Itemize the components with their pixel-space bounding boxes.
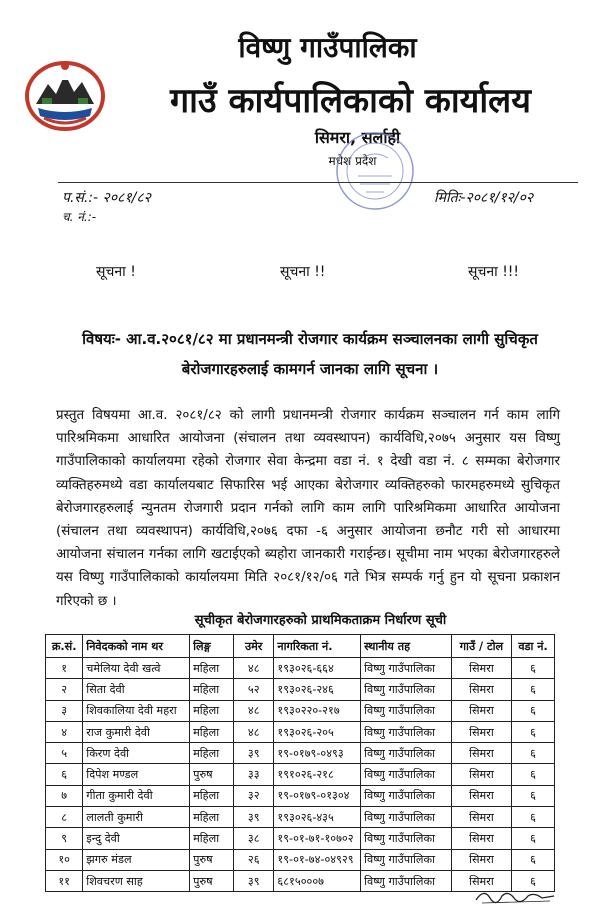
cell-citizenship: १९३०२६-२४६ [274,679,361,700]
body-paragraph: प्रस्तुत विषयमा आ.व. २०८१/८२ को लागी प्रधानमन्त्री रोजगार कार्यक्रम सञ्चालन गर्न काम लागि पारिश्रमिकमा आधारित आयोजना (संचालन तथा व्यवस्थापन) कार्यविधि,२०७५ अनुसार यस विष्णु गाउँपालिकाको कार्यालयमा रहेको रोजगार सेवा केन्द्रमा वडा नं. १ देखी वडा नं. ८ सम्मका बेरोजगार व्यक्तिहरुमध्ये वडा कार्यालयबाट सिफारिस भई आएका बेरोजगार व्यक्तिहरुको फारमहरुमध्ये सुचिकृत बेरोजगारहरुलाई न्युनतम रोजगारी प्रदान गर्नको लागि काम लागि पारिश्रमिकमा आधारित आयोजना (संचालन तथा व्यवस्थापन) कार्यविधि,२०७६ दफा -६ अनुसार आयोजना छनौट गरी सो आधारमा आयोजना संचालन गर्नका लागि खटाईएको ब्यहोरा जानकारी गराईन्छ। सूचीमा नाम भएका बेरोजगारहरुले यस विष्णु गाउँपालिकाको कार्यालयमा मिति २०८१/१२/०६ गते भित्र सम्पर्क गर्नु हुन यो सूचना प्रकाशन गरिएको छ । [56,408,560,609]
cell-ward-no: ६ [512,785,555,806]
cell-serial: १ [46,658,83,679]
cell-ward-no: ६ [512,743,555,764]
table-row [46,785,555,806]
cell-citizenship: १९-०१७९-०४९३ [274,743,361,764]
header-gender: लिङ्ग [190,635,234,658]
cell-age: ३९ [233,743,273,764]
cell-name: शिवकालिया देवी महरा [83,700,190,721]
office-stamp-icon [332,128,418,214]
cell-gender: महिला [190,679,234,700]
cell-name: किरण देवी [83,743,190,764]
cell-citizenship: १९-०१-७१-१०७०२ [274,828,361,849]
cell-gender: पुरुष [190,849,234,870]
cell-gender: महिला [190,828,234,849]
notice-label-3: सूचना !!! [468,264,520,280]
cell-ward-no: ६ [512,721,555,742]
cell-gender: पुरुष [190,764,234,785]
cell-gender: महिला [190,785,234,806]
cell-serial: ६ [46,764,83,785]
header-serial: क्र.सं. [46,635,83,658]
letter-date: मितिः-२०८१/१२/०२ [434,190,534,206]
cell-village: सिमरा [451,743,511,764]
signature-icon [472,886,558,906]
cell-age: ३२ [233,785,273,806]
cell-village: सिमरा [451,870,511,891]
dispatch-number: च. नं.:- [62,210,97,224]
cell-village: सिमरा [451,700,511,721]
cell-serial: ८ [46,807,83,828]
table-row [46,743,555,764]
cell-name: शिवचरण साह [83,870,190,891]
cell-age: ३९ [233,807,273,828]
cell-village: सिमरा [451,721,511,742]
table-row [46,700,555,721]
cell-serial: १० [46,849,83,870]
cell-local-level: विष्णु गाउँपालिका [361,679,452,700]
cell-age: ४८ [233,700,273,721]
cell-name: लालती कुमारी [83,807,190,828]
cell-local-level: विष्णु गाउँपालिका [361,828,452,849]
cell-local-level: विष्णु गाउँपालिका [361,849,452,870]
cell-serial: ५ [46,743,83,764]
table-row [46,658,555,679]
header-divider [58,182,578,183]
header-name: निवेदकको नाम थर [83,635,190,658]
cell-name: झगरु मंडल [83,849,190,870]
cell-citizenship: १९-०१७९-०१३०४ [274,785,361,806]
cell-name: गीता कुमारी देवी [83,785,190,806]
cell-ward-no: ६ [512,658,555,679]
cell-serial: ११ [46,870,83,891]
subject-heading [70,324,550,384]
header-citizenship: नागरिकता नं. [274,635,361,658]
cell-village: सिमरा [451,849,511,870]
cell-citizenship: १९३०२६-२०५ [274,721,361,742]
cell-citizenship: १९३०२६-६६४ [274,658,361,679]
cell-ward-no: ६ [512,807,555,828]
cell-serial: २ [46,679,83,700]
province-name: मधेश प्रदेश [328,154,377,168]
cell-local-level: विष्णु गाउँपालिका [361,764,452,785]
table-row [46,764,555,785]
subject-line-2: बेरोजगारहरुलाई कामगर्न जानका लागि सूचना । [181,360,439,378]
cell-age: ३८ [233,828,273,849]
subject-line-1: विषयः- आ.व.२०८१/८२ मा प्रधानमन्त्री रोजगार कार्यक्रम सञ्चालनका लागी सुचिकृत [82,330,538,348]
table-row [46,828,555,849]
cell-gender: महिला [190,743,234,764]
cell-citizenship: १९३०२२०-२१७ [274,700,361,721]
cell-village: सिमरा [451,658,511,679]
cell-local-level: विष्णु गाउँपालिका [361,721,452,742]
cell-local-level: विष्णु गाउँपालिका [361,870,452,891]
table-row [46,679,555,700]
cell-gender: महिला [190,807,234,828]
cell-village: सिमरा [451,785,511,806]
table-title: सूचीकृत बेरोजगारहरुको प्राथमिकताक्रम निर्धारण सूची [194,613,447,628]
cell-age: ३३ [233,764,273,785]
cell-local-level: विष्णु गाउँपालिका [361,785,452,806]
cell-village: सिमरा [451,828,511,849]
cell-village: सिमरा [451,679,511,700]
cell-serial: ४ [46,721,83,742]
cell-local-level: विष्णु गाउँपालिका [361,658,452,679]
cell-local-level: विष्णु गाउँपालिका [361,743,452,764]
cell-citizenship: १९३०२६-४३५ [274,807,361,828]
cell-citizenship: ६८१५०००७ [274,870,361,891]
cell-ward-no: ६ [512,828,555,849]
cell-age: ५२ [233,679,273,700]
cell-name: राज कुमारी देवी [83,721,190,742]
notice-label-1: सूचना ! [96,264,136,280]
cell-name: सिता देवी [83,679,190,700]
cell-local-level: विष्णु गाउँपालिका [361,807,452,828]
notice-label-2: सूचना !! [280,264,326,280]
table-header-row [46,635,555,658]
cell-ward-no: ६ [512,700,555,721]
letter-reference-number: प.सं.:- २०८१/८२ [62,190,151,206]
cell-serial: ९ [46,828,83,849]
cell-gender: महिला [190,658,234,679]
header-local-level: स्थानीय तह [361,635,452,658]
cell-serial: ७ [46,785,83,806]
cell-age: २६ [233,849,273,870]
cell-age: ४८ [233,721,273,742]
municipality-name: विष्णु गाउँपालिका [238,31,417,64]
cell-name: दिपेश मण्डल [83,764,190,785]
cell-name: इन्दु देवी [83,828,190,849]
office-name: गाउँ कार्यपालिकाको कार्यालय [170,81,531,121]
cell-village: सिमरा [451,764,511,785]
cell-gender: पुरुष [190,870,234,891]
table-body [46,658,555,892]
office-location: सिमरा, सर्लाही [314,128,401,147]
table-row [46,807,555,828]
header-village: गाउँ / टोल [451,635,511,658]
cell-gender: महिला [190,700,234,721]
cell-ward-no: ६ [512,679,555,700]
cell-local-level: विष्णु गाउँपालिका [361,700,452,721]
cell-ward-no: ६ [512,849,555,870]
table-row [46,721,555,742]
cell-serial: ३ [46,700,83,721]
cell-citizenship: १९-०१-७४-०४९२९ [274,849,361,870]
cell-ward-no: ६ [512,870,555,891]
table-row [46,849,555,870]
cell-village: सिमरा [451,807,511,828]
header-age: उमेर [233,635,273,658]
cell-gender: महिला [190,721,234,742]
cell-age: ३९ [233,870,273,891]
header-ward-no: वडा नं. [512,635,555,658]
cell-age: ४८ [233,658,273,679]
cell-name: चमेलिया देवी खत्वे [83,658,190,679]
applicant-table [45,634,555,892]
cell-citizenship: १९१०२६-२१८ [274,764,361,785]
cell-ward-no: ६ [512,764,555,785]
